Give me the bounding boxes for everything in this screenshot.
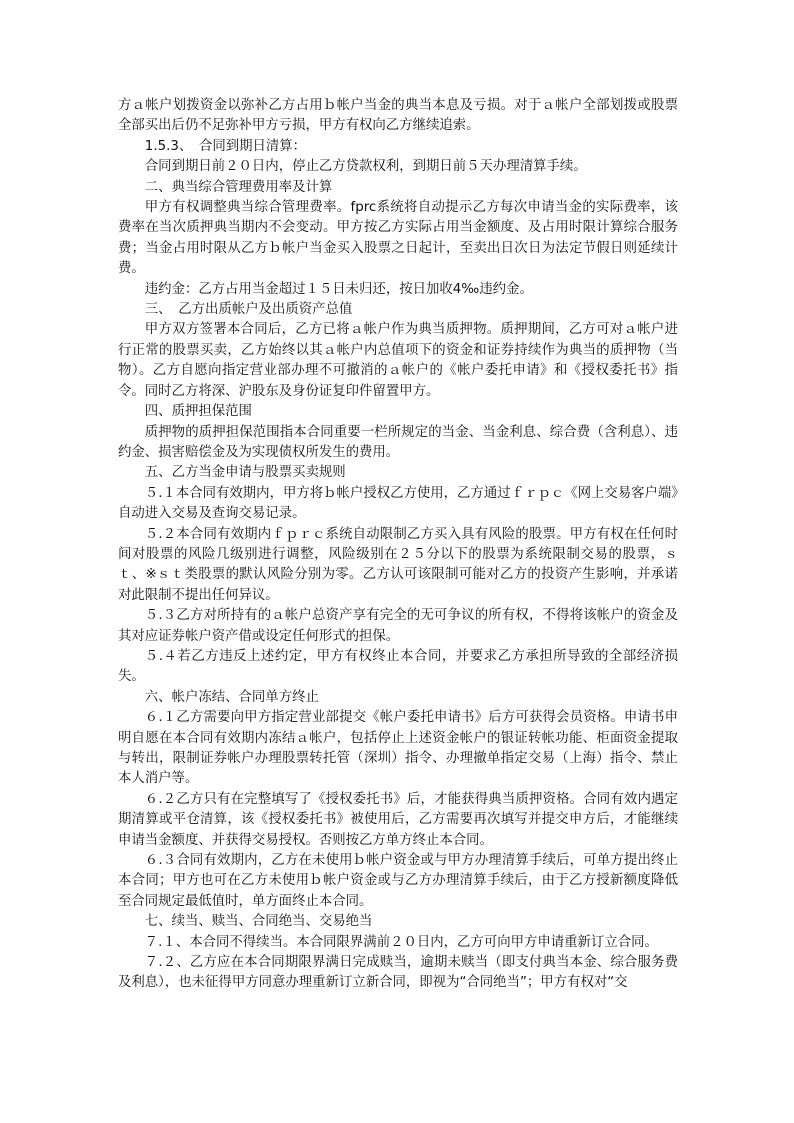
paragraph-continuation: 方ａ帐户划拨资金以弥补乙方占用ｂ帐户当金的典当本息及亏损。对于ａ帐户全部划拨或股票全部买出后仍不足弥补甲方亏损，甲方有权向乙方继续追索。 xyxy=(118,98,678,134)
section-heading-4: 四、质押担保范围 xyxy=(144,404,252,420)
clause-6-1: ６.１乙方需要向甲方指定营业部提交《帐户委托申请书》后方可获得会员资格。申请书申明自愿在本合同有效期内冻结ａ帐户，包括停止上述资金帐户的银证转帐功能、柜面资金提取与转出，限制证券帐户办理股票转托管（深圳）指令、办理撤单指定交易（上海）指令、禁止本人消户等。 xyxy=(118,710,678,787)
clause-6-3: ６.３合同有效期内，乙方在未使用ｂ帐户资金或与甲方办理清算手续后，可单方提出终止本合同；甲方也可在乙方未使用ｂ帐户资金或与乙方办理清算手续后，由于乙方授新额度降低至合同规定最低值时，单方面终止本合同。 xyxy=(118,853,678,909)
clause-7-1: ７.１、本合同不得续当。本合同限界满前２０日内，乙方可向甲方申请重新订立合同。 xyxy=(144,934,658,950)
clause-5-3: ５.３乙方对所持有的ａ帐户总资产享有完全的无可争议的所有权，不得将该帐户的资金及其对应证券帐户资产借或设定任何形式的担保。 xyxy=(118,608,678,644)
paragraph: 合同到期日前２０日内，停止乙方贷款权利，到期日前５天办理清算手续。 xyxy=(144,159,587,175)
section-heading-7: 七、续当、赎当、合同绝当、交易绝当 xyxy=(144,914,373,930)
document-page xyxy=(118,96,678,994)
clause-6-2: ６.２乙方只有在完整填写了《授权委托书》后，才能获得典当质押资格。合同有效内遇定期清算或平仓清算，该《授权委托书》被使用后，乙方需要再次填写并提交申方后，才能继续申请当金额度、并获得交易授权。否则按乙方单方终止本合同。 xyxy=(118,791,678,848)
paragraph: 违约金：乙方占用当金超过１５日未归还，按日加收4‰违约金。 xyxy=(144,281,533,297)
clause-heading-1-5-3: 1.5.3、 合同到期日清算： xyxy=(144,138,307,154)
section-heading-2: 二、典当综合管理费用率及计算 xyxy=(144,179,333,195)
clause-5-4: ５.４若乙方违反上述约定，甲方有权终止本合同，并要求乙方承担所导致的全部经济损失。 xyxy=(118,648,678,685)
paragraph: 甲方双方签署本合同后，乙方已将ａ帐户作为典当质押物。质押期间，乙方可对ａ帐户进行正常的股票买卖，乙方始终以其ａ帐户内总值项下的资金和证券持续作为典当的质押物（当物）。乙方自愿向指定营业部办理不可撤消的ａ帐户的《帐户委托申请》和《授权委托书》指令。同时乙方将深、沪股东及身份证复印件留置甲方。 xyxy=(118,322,678,399)
clause-5-2: ５.２本合同有效期内ｆｐｒｃ系统自动限制乙方买入具有风险的股票。甲方有权在任何时间对股票的风险几级别进行调整，风险级别在２５分以下的股票为系统限制交易的股票，ｓｔ、※ｓｔ类股票的默认风险分别为零。乙方认可该限制可能对乙方的投资产生影响，并承诺对此限制不提出任何异议。 xyxy=(118,526,678,603)
paragraph: 甲方有权调整典当综合管理费率。fprc系统将自动提示乙方每次申请当金的实际费率，该费率在当次质押典当期内不会变动。甲方按乙方实际占用当金额度、及占用时限计算综合服务费；当金占用时限从乙方ｂ帐户当金买入股票之日起计，至卖出日次日为法定节假日则延续计费。 xyxy=(118,200,678,277)
clause-7-2: ７.２、乙方应在本合同期限界满日完成赎当，逾期未赎当（即支付典当本金、综合服务费及利息），也未征得甲方同意办理重新订立新合同，即视为“合同绝当”；甲方有权对“交 xyxy=(118,955,678,991)
paragraph: 质押物的质押担保范围指本合同重要一栏所规定的当金、当金利息、综合费（含利息）、违约金、损害赔偿金及为实现债权所发生的费用。 xyxy=(118,424,678,460)
section-heading-6: 六、帐户冻结、合同单方终止 xyxy=(144,689,319,705)
clause-5-1: ５.１本合同有效期内，甲方将ｂ帐户授权乙方使用，乙方通过ｆｒｐｃ《网上交易客户端》自动进入交易及查询交易记录。 xyxy=(118,485,678,522)
section-heading-5: 五、乙方当金申请与股票买卖规则 xyxy=(144,465,346,481)
section-heading-3: 三、 乙方出质帐户及出质资产总值 xyxy=(144,302,353,318)
